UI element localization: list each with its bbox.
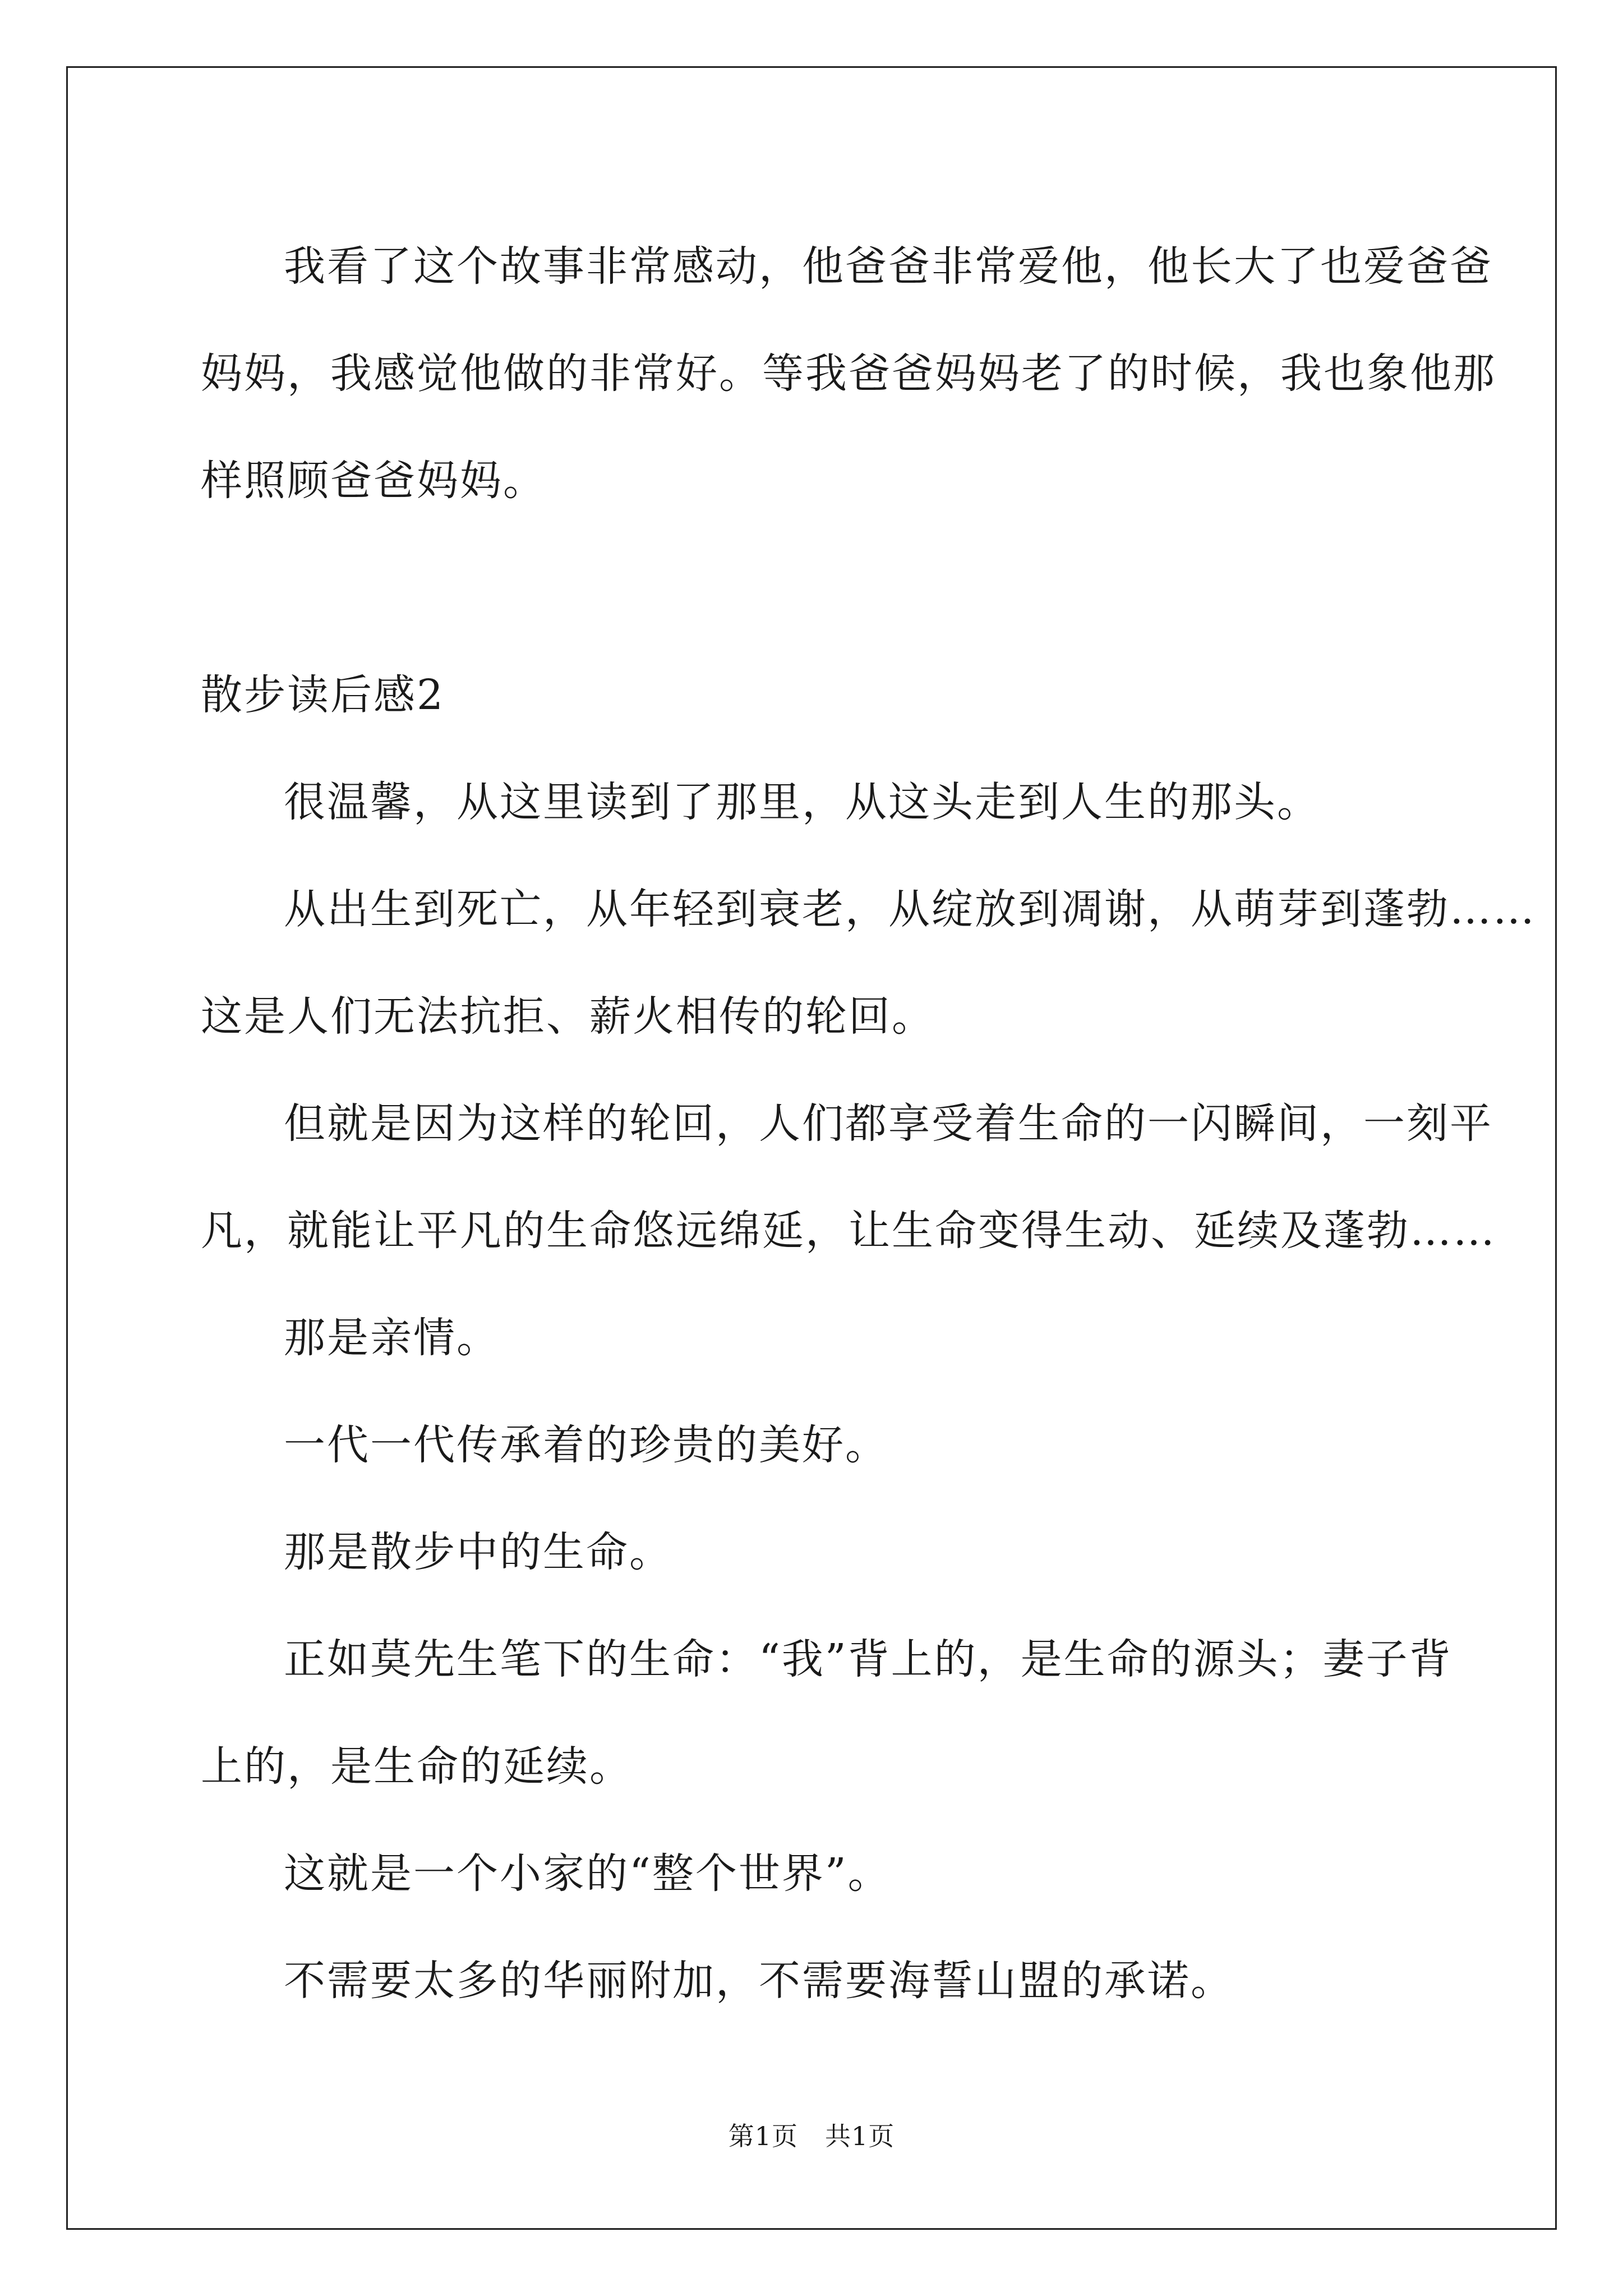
paragraph-11-line-1: 不需要太多的华丽附加，不需要海誓山盟的承诺。 [284, 1957, 1234, 2005]
page-footer [0, 2119, 1623, 2153]
section-heading: 散步读后感2 [201, 671, 445, 719]
document-body [201, 213, 1536, 2035]
paragraph-4-line-2: 这是人们无法抗拒、薪火相传的轮回。 [201, 992, 935, 1041]
paragraph-7-line-1: 一代一代传承着的珍贵的美好。 [284, 1421, 888, 1469]
paragraph-1-line-2: 妈妈，我感觉他做的非常好。等我爸爸妈妈老了的时候，我也象他那 [201, 349, 1496, 398]
paragraph-1-line-1: 我看了这个故事非常感动，他爸爸非常爱他，他长大了也爱爸爸 [284, 242, 1493, 291]
paragraph-4-line-1: 从出生到死亡，从年轻到衰老，从绽放到凋谢，从萌芽到蓬勃…… [284, 885, 1536, 933]
total-pages-label: 共1页 [825, 2121, 895, 2151]
paragraph-9-line-2: 上的，是生命的延续。 [201, 1742, 633, 1791]
paragraph-10-line-1: 这就是一个小家的“整个世界”。 [284, 1849, 891, 1898]
paragraph-5-line-2: 凡，就能让平凡的生命悠远绵延，让生命变得生动、延续及蓬勃…… [201, 1207, 1496, 1255]
paragraph-5-line-1: 但就是因为这样的轮回，人们都享受着生命的一闪瞬间，一刻平 [284, 1099, 1493, 1148]
paragraph-1-line-3: 样照顾爸爸妈妈。 [201, 457, 546, 505]
current-page-label: 第1页 [728, 2121, 798, 2151]
paragraph-8-line-1: 那是散步中的生命。 [284, 1528, 672, 1576]
paragraph-6-line-1: 那是亲情。 [284, 1314, 500, 1362]
paragraph-9-line-1: 正如莫先生笔下的生命：“我”背上的，是生命的源头；妻子背 [284, 1635, 1453, 1683]
blank-line [201, 535, 1435, 642]
paragraph-3-line-1: 很温馨，从这里读到了那里，从这头走到人生的那头。 [284, 778, 1320, 826]
